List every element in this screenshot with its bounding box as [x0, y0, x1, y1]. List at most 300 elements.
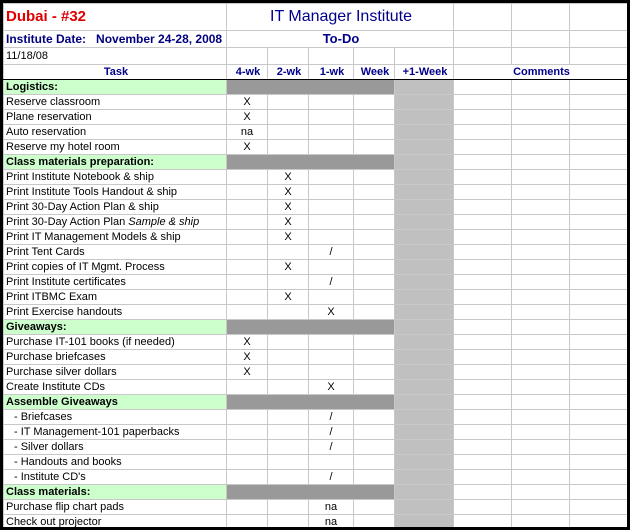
plus1week-cell[interactable]	[395, 245, 454, 260]
task-label: - Institute CD's	[14, 471, 86, 483]
col-header-2wk[interactable]: 2-wk	[268, 65, 309, 80]
mark-wk4[interactable]	[227, 410, 268, 425]
plus1week-cell[interactable]	[395, 80, 454, 95]
task-label: Print 30-Day Action Plan & ship	[6, 201, 159, 213]
comment-cell[interactable]	[454, 80, 512, 95]
comment-cell[interactable]	[570, 305, 628, 320]
section-bar[interactable]	[227, 155, 395, 170]
comment-cell[interactable]	[570, 125, 628, 140]
mark-wk4[interactable]	[227, 245, 268, 260]
comment-cell[interactable]	[570, 95, 628, 110]
comment-cell[interactable]	[512, 155, 570, 170]
mark-wk4[interactable]: X	[227, 95, 268, 110]
section-row	[4, 80, 628, 95]
comment-cell[interactable]	[570, 260, 628, 275]
mark-wk1[interactable]	[309, 230, 354, 245]
comment-cell[interactable]	[570, 200, 628, 215]
mark-wk4[interactable]	[227, 305, 268, 320]
cell[interactable]	[570, 48, 628, 65]
comment-cell[interactable]	[512, 455, 570, 470]
task-cell[interactable]	[4, 500, 227, 515]
cell[interactable]	[512, 48, 570, 65]
comment-cell[interactable]	[570, 170, 628, 185]
section-label[interactable]: Class materials preparation:	[4, 155, 227, 170]
comment-cell[interactable]	[454, 410, 512, 425]
section-label[interactable]: Class materials:	[4, 485, 227, 500]
mark-wk4[interactable]	[227, 170, 268, 185]
comment-cell[interactable]	[570, 455, 628, 470]
comment-cell[interactable]	[454, 365, 512, 380]
mark-week[interactable]	[354, 245, 395, 260]
mark-wk2[interactable]	[268, 500, 309, 515]
mark-week[interactable]	[354, 500, 395, 515]
mark-week[interactable]	[354, 455, 395, 470]
task-cell[interactable]	[4, 365, 227, 380]
comment-cell[interactable]	[454, 425, 512, 440]
task-cell[interactable]	[4, 410, 227, 425]
plus1week-cell[interactable]	[395, 455, 454, 470]
mark-wk2[interactable]: X	[268, 185, 309, 200]
cell[interactable]	[227, 48, 268, 65]
section-row	[4, 155, 628, 170]
mark-wk2[interactable]	[268, 455, 309, 470]
cell[interactable]	[454, 48, 512, 65]
task-cell[interactable]	[4, 110, 227, 125]
mark-wk4[interactable]: X	[227, 365, 268, 380]
cell[interactable]	[454, 31, 512, 48]
plus1week-cell[interactable]	[395, 170, 454, 185]
mark-wk4[interactable]	[227, 425, 268, 440]
comment-cell[interactable]	[454, 350, 512, 365]
task-row	[4, 215, 628, 230]
comment-cell[interactable]	[512, 185, 570, 200]
mark-wk1[interactable]: /	[309, 440, 354, 455]
mark-week[interactable]	[354, 425, 395, 440]
task-label: Check out projector	[6, 516, 102, 527]
mark-wk4[interactable]: X	[227, 140, 268, 155]
mark-wk2[interactable]	[268, 275, 309, 290]
mark-wk1[interactable]	[309, 365, 354, 380]
section-bar[interactable]	[227, 320, 395, 335]
section-label[interactable]: Logistics:	[4, 80, 227, 95]
mark-wk2[interactable]: X	[268, 170, 309, 185]
task-label: Purchase briefcases	[6, 351, 106, 363]
section-label[interactable]: Giveaways:	[4, 320, 227, 335]
comment-cell[interactable]	[512, 500, 570, 515]
mark-wk4[interactable]	[227, 215, 268, 230]
mark-wk4[interactable]	[227, 470, 268, 485]
cell[interactable]	[512, 31, 570, 48]
col-header-4wk[interactable]: 4-wk	[227, 65, 268, 80]
plus1week-cell[interactable]	[395, 410, 454, 425]
mark-wk1[interactable]	[309, 455, 354, 470]
mark-wk4[interactable]	[227, 275, 268, 290]
comment-cell[interactable]	[512, 470, 570, 485]
mark-wk4[interactable]	[227, 260, 268, 275]
mark-week[interactable]	[354, 440, 395, 455]
mark-week[interactable]	[354, 365, 395, 380]
col-header-comments[interactable]: Comments	[454, 65, 628, 80]
task-label: Purchase flip chart pads	[6, 501, 125, 513]
task-row	[4, 245, 628, 260]
comment-cell[interactable]	[512, 425, 570, 440]
mark-wk1[interactable]	[309, 200, 354, 215]
task-cell[interactable]	[4, 140, 227, 155]
mark-wk4[interactable]	[227, 515, 268, 528]
task-cell[interactable]	[4, 515, 227, 528]
mark-wk1[interactable]	[309, 140, 354, 155]
mark-wk4[interactable]: X	[227, 335, 268, 350]
comment-cell[interactable]	[454, 305, 512, 320]
comment-cell[interactable]	[570, 140, 628, 155]
comment-cell[interactable]	[570, 185, 628, 200]
mark-week[interactable]	[354, 335, 395, 350]
comment-cell[interactable]	[512, 215, 570, 230]
comment-cell[interactable]	[512, 350, 570, 365]
comment-cell[interactable]	[454, 380, 512, 395]
comment-cell[interactable]	[454, 170, 512, 185]
task-cell[interactable]	[4, 125, 227, 140]
mark-wk2[interactable]: X	[268, 260, 309, 275]
mark-week[interactable]	[354, 350, 395, 365]
comment-cell[interactable]	[454, 515, 512, 528]
mark-wk1[interactable]	[309, 170, 354, 185]
mark-week[interactable]	[354, 110, 395, 125]
cell[interactable]	[354, 48, 395, 65]
task-label: Print Institute Tools Handout & ship	[6, 186, 178, 198]
comment-cell[interactable]	[454, 215, 512, 230]
comment-cell[interactable]	[512, 410, 570, 425]
task-cell[interactable]	[4, 440, 227, 455]
mark-week[interactable]	[354, 515, 395, 528]
comment-cell[interactable]	[570, 335, 628, 350]
plus1week-cell[interactable]	[395, 230, 454, 245]
section-label[interactable]: Assemble Giveaways	[4, 395, 227, 410]
mark-week[interactable]	[354, 170, 395, 185]
task-cell[interactable]	[4, 350, 227, 365]
comment-cell[interactable]	[512, 395, 570, 410]
comment-cell[interactable]	[512, 245, 570, 260]
mark-week[interactable]	[354, 290, 395, 305]
comment-cell[interactable]	[512, 305, 570, 320]
institute-date[interactable]	[4, 31, 227, 48]
task-row	[4, 455, 628, 470]
comment-cell[interactable]	[512, 170, 570, 185]
task-row	[4, 365, 628, 380]
comment-cell[interactable]	[570, 245, 628, 260]
mark-wk2[interactable]: X	[268, 215, 309, 230]
comment-cell[interactable]	[570, 230, 628, 245]
comment-cell[interactable]	[570, 350, 628, 365]
section-bar[interactable]	[227, 80, 395, 95]
comment-cell[interactable]	[570, 500, 628, 515]
comment-cell[interactable]	[512, 380, 570, 395]
mark-wk1[interactable]	[309, 185, 354, 200]
comment-cell[interactable]	[570, 440, 628, 455]
comment-cell[interactable]	[512, 110, 570, 125]
mark-week[interactable]	[354, 410, 395, 425]
comment-cell[interactable]	[454, 335, 512, 350]
mark-wk2[interactable]	[268, 140, 309, 155]
task-cell[interactable]	[4, 260, 227, 275]
mark-wk1[interactable]: na	[309, 515, 354, 528]
mark-wk2[interactable]	[268, 350, 309, 365]
mark-wk1[interactable]: X	[309, 305, 354, 320]
mark-wk1[interactable]: /	[309, 275, 354, 290]
task-cell[interactable]	[4, 245, 227, 260]
comment-cell[interactable]	[570, 515, 628, 528]
task-cell[interactable]	[4, 470, 227, 485]
comment-cell[interactable]	[512, 320, 570, 335]
comment-cell[interactable]	[570, 380, 628, 395]
mark-wk4[interactable]: X	[227, 350, 268, 365]
comment-cell[interactable]	[454, 230, 512, 245]
mark-wk1[interactable]	[309, 125, 354, 140]
comment-cell[interactable]	[454, 470, 512, 485]
plus1week-cell[interactable]	[395, 485, 454, 500]
mark-wk2[interactable]: X	[268, 200, 309, 215]
col-header-week[interactable]: Week	[354, 65, 395, 80]
plus1week-cell[interactable]	[395, 215, 454, 230]
plus1week-cell[interactable]	[395, 305, 454, 320]
comment-cell[interactable]	[512, 515, 570, 528]
plus1week-cell[interactable]	[395, 500, 454, 515]
task-label: Plane reservation	[6, 111, 92, 123]
mark-wk1[interactable]	[309, 350, 354, 365]
comment-cell[interactable]	[570, 290, 628, 305]
mark-wk1[interactable]	[309, 290, 354, 305]
comment-cell[interactable]	[570, 470, 628, 485]
plus1week-cell[interactable]	[395, 440, 454, 455]
comment-cell[interactable]	[454, 290, 512, 305]
mark-wk1[interactable]: /	[309, 425, 354, 440]
location-title[interactable]: Dubai - #32	[4, 4, 227, 31]
comment-cell[interactable]	[512, 275, 570, 290]
plus1week-cell[interactable]	[395, 395, 454, 410]
mark-wk4[interactable]	[227, 440, 268, 455]
task-cell[interactable]	[4, 215, 227, 230]
mark-wk1[interactable]	[309, 95, 354, 110]
comment-cell[interactable]	[454, 275, 512, 290]
comment-cell[interactable]	[454, 500, 512, 515]
mark-week[interactable]	[354, 125, 395, 140]
plus1week-cell[interactable]	[395, 275, 454, 290]
comment-cell[interactable]	[454, 200, 512, 215]
comment-cell[interactable]	[454, 140, 512, 155]
cell[interactable]	[395, 48, 454, 65]
mark-wk2[interactable]	[268, 515, 309, 528]
comment-cell[interactable]	[570, 275, 628, 290]
mark-wk4[interactable]: X	[227, 110, 268, 125]
plus1week-cell[interactable]	[395, 425, 454, 440]
cell[interactable]	[454, 4, 512, 31]
task-row	[4, 425, 628, 440]
mark-wk2[interactable]	[268, 125, 309, 140]
mark-wk1[interactable]: /	[309, 470, 354, 485]
plus1week-cell[interactable]	[395, 515, 454, 528]
mark-week[interactable]	[354, 215, 395, 230]
mark-week[interactable]	[354, 305, 395, 320]
plus1week-cell[interactable]	[395, 200, 454, 215]
mark-wk2[interactable]	[268, 425, 309, 440]
comment-cell[interactable]	[512, 125, 570, 140]
mark-wk1[interactable]: na	[309, 500, 354, 515]
mark-wk4[interactable]	[227, 200, 268, 215]
comment-cell[interactable]	[454, 95, 512, 110]
section-bar[interactable]	[227, 395, 395, 410]
mark-wk2[interactable]: X	[268, 290, 309, 305]
mark-wk4[interactable]	[227, 380, 268, 395]
task-cell[interactable]	[4, 425, 227, 440]
mark-week[interactable]	[354, 200, 395, 215]
mark-wk2[interactable]: X	[268, 230, 309, 245]
comment-cell[interactable]	[512, 95, 570, 110]
comment-cell[interactable]	[512, 200, 570, 215]
cell[interactable]	[570, 4, 628, 31]
comment-cell[interactable]	[570, 215, 628, 230]
comment-cell[interactable]	[570, 110, 628, 125]
col-header-task[interactable]: Task	[4, 65, 227, 80]
mark-wk4[interactable]	[227, 500, 268, 515]
comment-cell[interactable]	[512, 290, 570, 305]
plus1week-cell[interactable]	[395, 260, 454, 275]
mark-wk2[interactable]	[268, 95, 309, 110]
mark-wk1[interactable]	[309, 335, 354, 350]
mark-wk1[interactable]	[309, 260, 354, 275]
mark-wk2[interactable]	[268, 440, 309, 455]
col-header-1wk[interactable]: 1-wk	[309, 65, 354, 80]
comment-cell[interactable]	[512, 140, 570, 155]
section-bar[interactable]	[227, 485, 395, 500]
task-cell[interactable]	[4, 455, 227, 470]
comment-cell[interactable]	[512, 260, 570, 275]
mark-wk4[interactable]	[227, 230, 268, 245]
comment-cell[interactable]	[454, 320, 512, 335]
plus1week-cell[interactable]	[395, 290, 454, 305]
plus1week-cell[interactable]	[395, 140, 454, 155]
mark-wk4[interactable]	[227, 455, 268, 470]
institute-title[interactable]: IT Manager Institute	[227, 4, 454, 31]
plus1week-cell[interactable]	[395, 350, 454, 365]
comment-cell[interactable]	[454, 395, 512, 410]
mark-wk1[interactable]	[309, 110, 354, 125]
task-cell[interactable]	[4, 170, 227, 185]
comment-cell[interactable]	[512, 335, 570, 350]
plus1week-cell[interactable]	[395, 380, 454, 395]
plus1week-cell[interactable]	[395, 110, 454, 125]
mark-wk2[interactable]	[268, 245, 309, 260]
cell[interactable]	[570, 31, 628, 48]
cell[interactable]	[309, 48, 354, 65]
mark-week[interactable]	[354, 140, 395, 155]
task-cell[interactable]	[4, 275, 227, 290]
mark-wk1[interactable]: /	[309, 245, 354, 260]
comment-cell[interactable]	[454, 185, 512, 200]
plus1week-cell[interactable]	[395, 155, 454, 170]
date-value: November 24-28, 2008	[96, 32, 223, 46]
plus1week-cell[interactable]	[395, 365, 454, 380]
comment-cell[interactable]	[454, 245, 512, 260]
mark-wk2[interactable]	[268, 410, 309, 425]
mark-wk2[interactable]	[268, 470, 309, 485]
mark-week[interactable]	[354, 185, 395, 200]
comment-cell[interactable]	[570, 395, 628, 410]
task-row	[4, 260, 628, 275]
plus1week-cell[interactable]	[395, 185, 454, 200]
plus1week-cell[interactable]	[395, 95, 454, 110]
comment-cell[interactable]	[570, 485, 628, 500]
mark-week[interactable]	[354, 470, 395, 485]
task-cell[interactable]	[4, 185, 227, 200]
cell[interactable]	[512, 4, 570, 31]
comment-cell[interactable]	[570, 155, 628, 170]
task-cell[interactable]	[4, 305, 227, 320]
task-row	[4, 200, 628, 215]
comment-cell[interactable]	[454, 455, 512, 470]
plus1week-cell[interactable]	[395, 320, 454, 335]
task-cell[interactable]	[4, 290, 227, 305]
comment-cell[interactable]	[454, 440, 512, 455]
mark-week[interactable]	[354, 95, 395, 110]
comment-cell[interactable]	[454, 125, 512, 140]
comment-cell[interactable]	[512, 440, 570, 455]
mark-week[interactable]	[354, 275, 395, 290]
comment-cell[interactable]	[570, 425, 628, 440]
task-cell[interactable]	[4, 200, 227, 215]
comment-cell[interactable]	[454, 110, 512, 125]
comment-cell[interactable]	[570, 320, 628, 335]
mark-wk1[interactable]: X	[309, 380, 354, 395]
plus1week-cell[interactable]	[395, 470, 454, 485]
task-cell[interactable]	[4, 380, 227, 395]
mark-week[interactable]	[354, 230, 395, 245]
plus1week-cell[interactable]	[395, 335, 454, 350]
comment-cell[interactable]	[570, 80, 628, 95]
mark-wk4[interactable]	[227, 290, 268, 305]
mark-wk1[interactable]: /	[309, 410, 354, 425]
comment-cell[interactable]	[570, 365, 628, 380]
task-cell[interactable]	[4, 230, 227, 245]
comment-cell[interactable]	[512, 365, 570, 380]
plus1week-cell[interactable]	[395, 125, 454, 140]
todo-subtitle[interactable]: To-Do	[227, 31, 454, 48]
mark-wk2[interactable]	[268, 335, 309, 350]
updated-date[interactable]: 11/18/08	[4, 48, 227, 65]
cell[interactable]	[268, 48, 309, 65]
mark-wk2[interactable]	[268, 380, 309, 395]
task-cell[interactable]	[4, 95, 227, 110]
mark-wk1[interactable]	[309, 215, 354, 230]
mark-wk2[interactable]	[268, 365, 309, 380]
mark-week[interactable]	[354, 260, 395, 275]
mark-wk2[interactable]	[268, 110, 309, 125]
mark-wk4[interactable]	[227, 185, 268, 200]
comment-cell[interactable]	[512, 80, 570, 95]
comment-cell[interactable]	[454, 485, 512, 500]
mark-week[interactable]	[354, 380, 395, 395]
col-header-plus1week[interactable]: +1-Week	[395, 65, 454, 80]
comment-cell[interactable]	[454, 260, 512, 275]
comment-cell[interactable]	[570, 410, 628, 425]
task-cell[interactable]	[4, 335, 227, 350]
task-row	[4, 515, 628, 528]
mark-wk4[interactable]: na	[227, 125, 268, 140]
comment-cell[interactable]	[454, 155, 512, 170]
mark-wk2[interactable]	[268, 305, 309, 320]
comment-cell[interactable]	[512, 485, 570, 500]
comment-cell[interactable]	[512, 230, 570, 245]
task-row	[4, 95, 628, 110]
